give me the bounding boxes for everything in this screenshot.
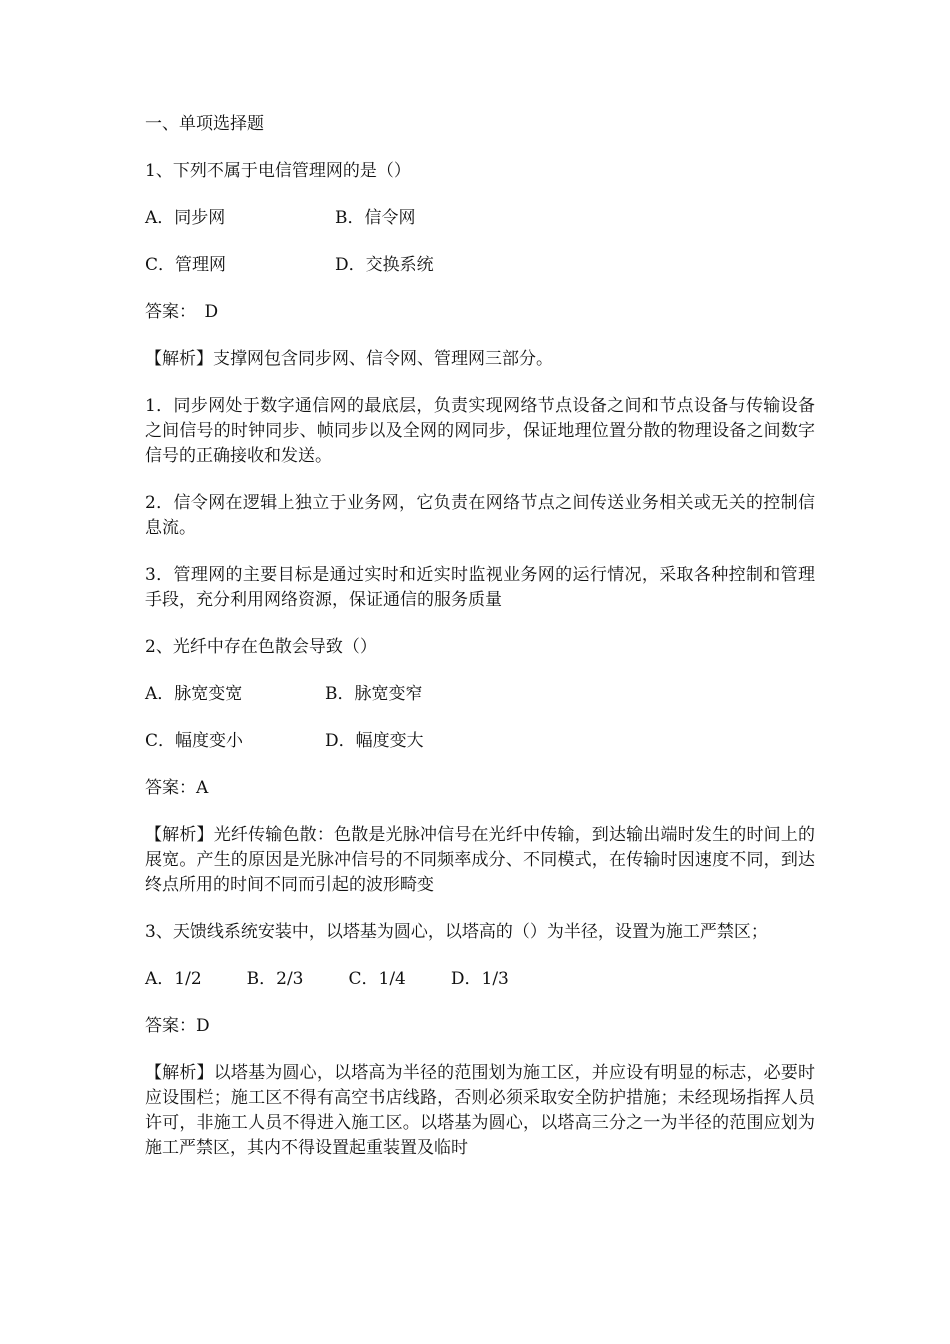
question-2-option-b: B．脉宽变窄	[325, 684, 423, 704]
question-2-stem: 2、光纤中存在色散会导致（）	[145, 637, 377, 657]
question-3-answer: 答案：D	[145, 1016, 210, 1036]
question-1-options-row-2	[145, 253, 815, 278]
question-1-options-row-1	[145, 206, 815, 231]
question-1-option-c: C．管理网	[145, 255, 227, 275]
question-2-option-c: C．幅度变小	[145, 731, 244, 751]
question-3-analysis: 【解析】以塔基为圆心，以塔高为半径的范围划为施工区，并应设有明显的标志，必要时应设围栏；施工区不得有高空书店线路，否则必须采取安全防护措施；未经现场指挥人员许可，非施工人员不得进入施工区。以塔基为圆心，以塔高三分之一为半径的范围应划为施工严禁区，其内不得设置起重装置及临时	[145, 1063, 815, 1158]
question-1-stem: 1、下列不属于电信管理网的是（）	[145, 161, 411, 181]
question-2-options-row-1	[145, 682, 815, 707]
question-2-options-row-2	[145, 729, 815, 754]
question-1-point-2: 2．信令网在逻辑上独立于业务网，它负责在网络节点之间传送业务相关或无关的控制信息流。	[145, 493, 815, 538]
question-1-point-3: 3．管理网的主要目标是通过实时和近实时监视业务网的运行情况，采取各种控制和管理手段，充分利用网络资源，保证通信的服务质量	[145, 565, 815, 610]
question-2-option-a: A．脉宽变宽	[145, 684, 243, 704]
question-3-option-c: C．1/4	[348, 969, 406, 989]
question-3-stem: 3、天馈线系统安装中，以塔基为圆心，以塔高的（）为半径，设置为施工严禁区；	[145, 922, 768, 942]
question-1-point-1: 1．同步网处于数字通信网的最底层，负责实现网络节点设备之间和节点设备与传输设备之间信号的时钟同步、帧同步以及全网的网同步，保证地理位置分散的物理设备之间数字信号的正确接收和发送。	[145, 396, 815, 466]
question-1-option-b: B．信令网	[335, 208, 416, 228]
question-2-answer: 答案：A	[145, 778, 209, 798]
question-3-option-d: D．1/3	[450, 969, 509, 989]
question-2-analysis: 【解析】光纤传输色散：色散是光脉冲信号在光纤中传输，到达输出端时发生的时间上的展宽。产生的原因是光脉冲信号的不同频率成分、不同模式，在传输时因速度不同，到达终点所用的时间不同而引起的波形畸变	[145, 825, 815, 895]
question-2-option-d: D．幅度变大	[325, 731, 424, 751]
question-3-option-a: A．1/2	[145, 969, 202, 989]
section-title: 一、单项选择题	[145, 114, 264, 134]
question-1-option-d: D．交换系统	[335, 255, 434, 275]
document-page	[145, 112, 815, 1183]
question-1-answer: 答案： D	[145, 302, 219, 322]
question-1-analysis: 【解析】支撑网包含同步网、信令网、管理网三部分。	[145, 349, 553, 369]
question-1-option-a: A．同步网	[145, 208, 226, 228]
question-3-options-row	[145, 967, 815, 992]
question-3-option-b: B．2/3	[246, 969, 304, 989]
